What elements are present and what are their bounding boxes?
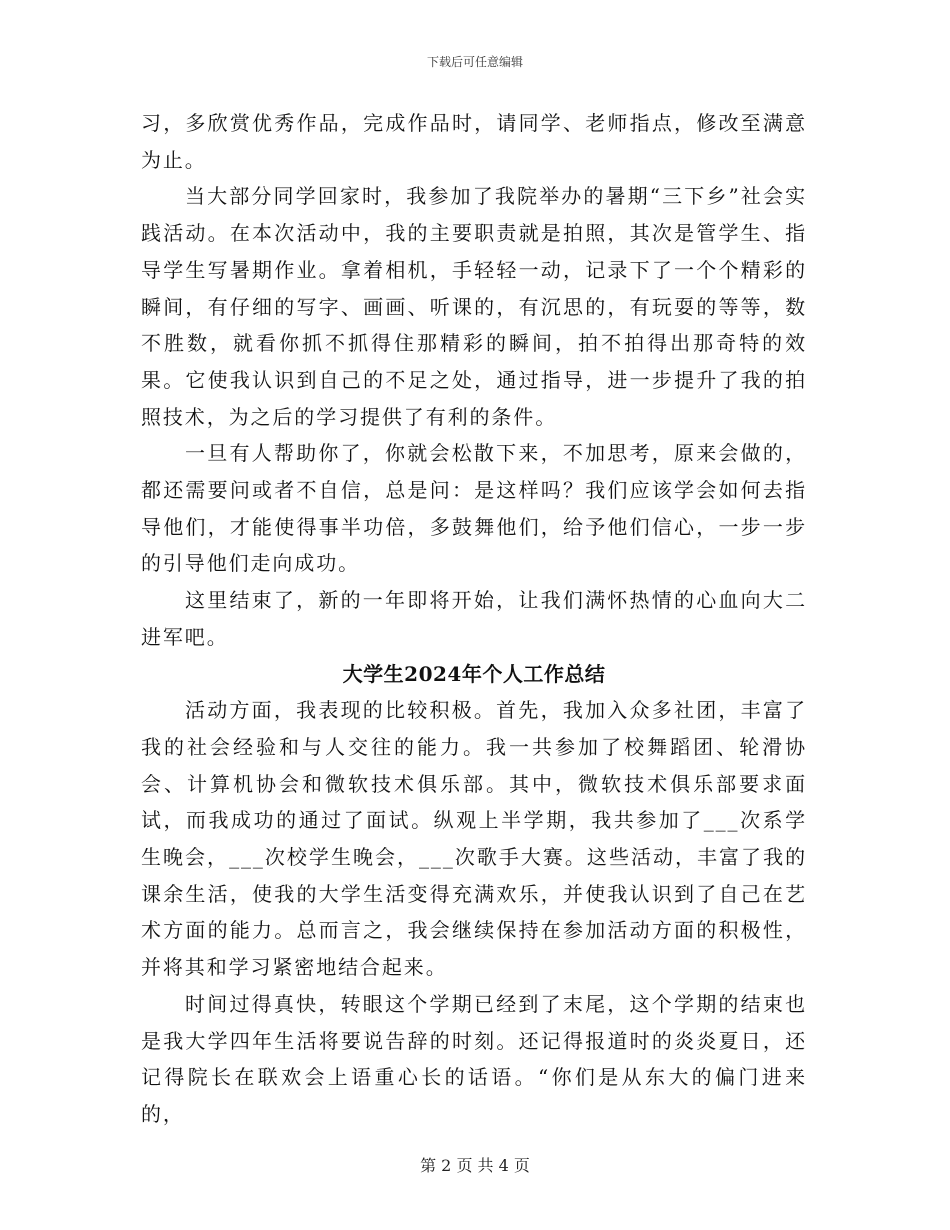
paragraph-summer-practice: 当大部分同学回家时，我参加了我院举办的暑期“三下乡”社会实践活动。在本次活动中，我的主要职责就是拍照，其次是管学生、指导学生写暑期作业。拿着相机，手轻轻一动，记录下了一个个精彩的瞬间，有仔细的写字、画画、听课的，有沉思的，有玩耍的等等，数不胜数，就看你抓不抓得住那精彩的瞬间，拍不拍得出那奇特的效果。它使我认识到自己的不足之处，通过指导，进一步提升了我的拍照技术，为之后的学习提供了有利的条件。 <box>141 184 807 429</box>
paragraph-activities: 活动方面，我表现的比较积极。首先，我加入众多社团，丰富了我的社会经验和与人交往的能力。我一共参加了校舞蹈团、轮滑协会、计算机协会和微软技术俱乐部。其中，微软技术俱乐部要求面试，而我成功的通过了面试。纵观上半学期，我共参加了___次系学生晚会，___次校学生晚会，___次歌手大赛。这些活动，丰富了我的课余生活，使我的大学生活变得充满欢乐，并使我认识到了自己在艺术方面的能力。总而言之，我会继续保持在参加活动方面的积极性，并将其和学习紧密地结合起来。 <box>141 698 807 980</box>
document-body <box>141 105 807 1133</box>
page-number: 第 2 页 共 4 页 <box>420 1156 530 1175</box>
paragraph-continuation: 习，多欣赏优秀作品，完成作品时，请同学、老师指点，修改至满意为止。 <box>141 111 807 172</box>
paragraph-time-flies: 时间过得真快，转眼这个学期已经到了末尾，这个学期的结束也是我大学四年生活将要说告辞的时刻。还记得报道时的炎炎夏日，还记得院长在联欢会上语重心长的话语。“你们是从东大的偏门进来的， <box>141 991 807 1126</box>
paragraph-guidance: 一旦有人帮助你了，你就会松散下来，不加思考，原来会做的，都还需要问或者不自信，总是问：是这样吗？我们应该学会如何去指导他们，才能使得事半功倍，多鼓舞他们，给予他们信心，一步一步的引导他们走向成功。 <box>141 441 807 576</box>
paragraph-closing: 这里结束了，新的一年即将开始，让我们满怀热情的心血向大二进军吧。 <box>141 588 807 649</box>
page-header-note: 下载后可任意编辑 <box>426 55 523 69</box>
section-title: 大学生2024年个人工作总结 <box>342 661 606 686</box>
